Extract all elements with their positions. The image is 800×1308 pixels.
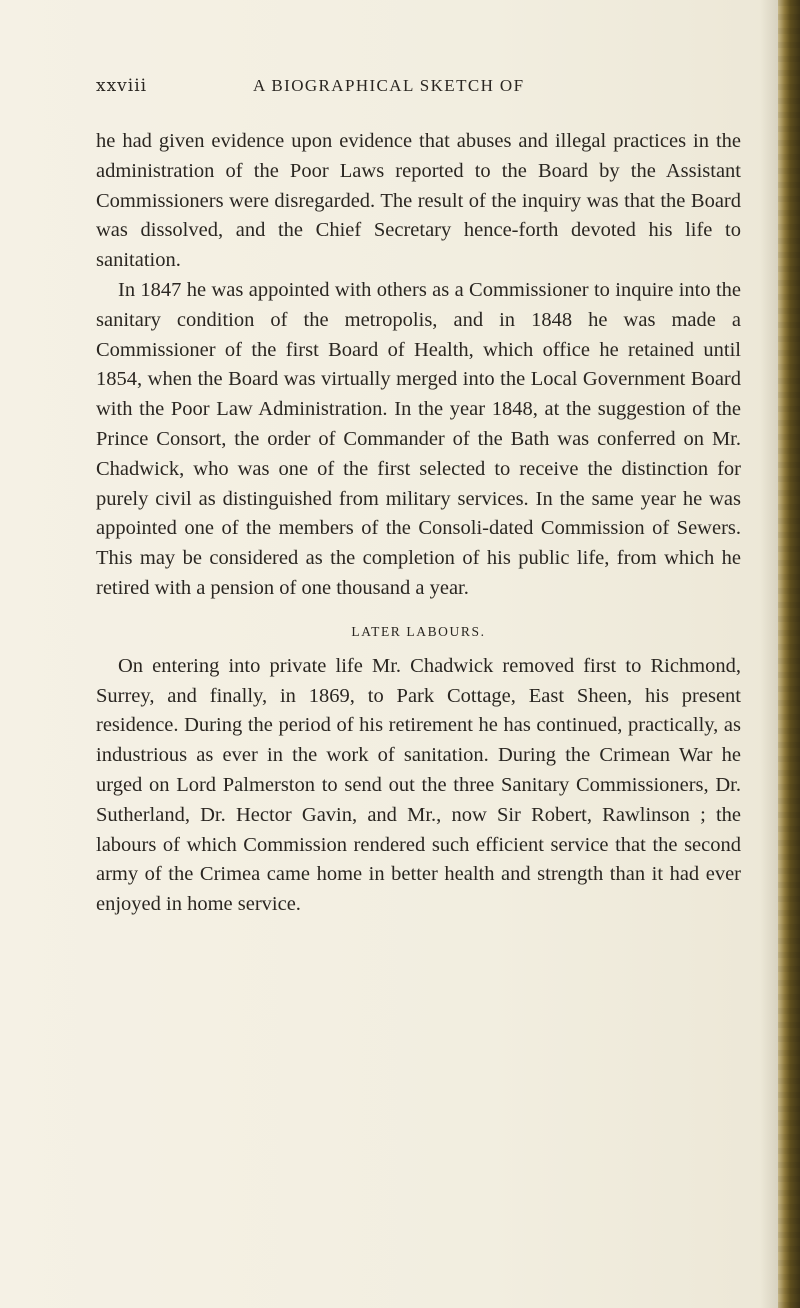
body-text [96, 127, 741, 920]
running-title: A BIOGRAPHICAL SKETCH OF [253, 76, 525, 95]
paragraph-later-labours: On entering into private life Mr. Chadwick removed first to Richmond, Surrey, and finally, in 1869, to Park Cottage, East Sheen, his present residence. During the period of his retirement he has continued, practically, as industrious as ever in the work of sanitation. During the Crimean War he urged on Lord Palmerston to send out the three Sanitary Commissioners, Dr. Sutherland, Dr. Hector Gavin, and Mr., now Sir Robert, Rawlinson ; the labours of which Commission rendered such efficient service that the second army of the Crimea came home in better health and strength than it had ever enjoyed in home service. [96, 654, 741, 916]
running-head [96, 76, 736, 106]
paragraph-commissioner: In 1847 he was appointed with others as a Commissioner to inquire into the sanitary condition of the metropolis, and in 1848 he was made a Commissioner of the first Board of Health, which office he retained until 1854, when the Board was virtually merged into the Local Government Board with the Poor Law Administration. In the year 1848, at the suggestion of the Prince Consort, the order of Commander of the Bath was conferred on Mr. Chadwick, who was one of the first selected to receive the distinction for purely civil as distinguished from military services. In the same year he was appointed one of the members of the Consoli-dated Commission of Sewers. This may be considered as the completion of his public life, from which he retired with a pension of one thousand a year. [96, 278, 741, 599]
page-number: xxviii [96, 76, 148, 96]
page-gutter-shadow [760, 0, 778, 1308]
book-edge [778, 0, 800, 1308]
paragraph-continuation: he had given evidence upon evidence that abuses and illegal practices in the administration of the Poor Laws reported to the Board by the Assistant Commissioners were disregarded. The result of the inquiry was that the Board was dissolved, and the Chief Secretary hence-forth devoted his life to sanitation. [96, 130, 741, 272]
section-heading: LATER LABOURS. [351, 623, 486, 639]
